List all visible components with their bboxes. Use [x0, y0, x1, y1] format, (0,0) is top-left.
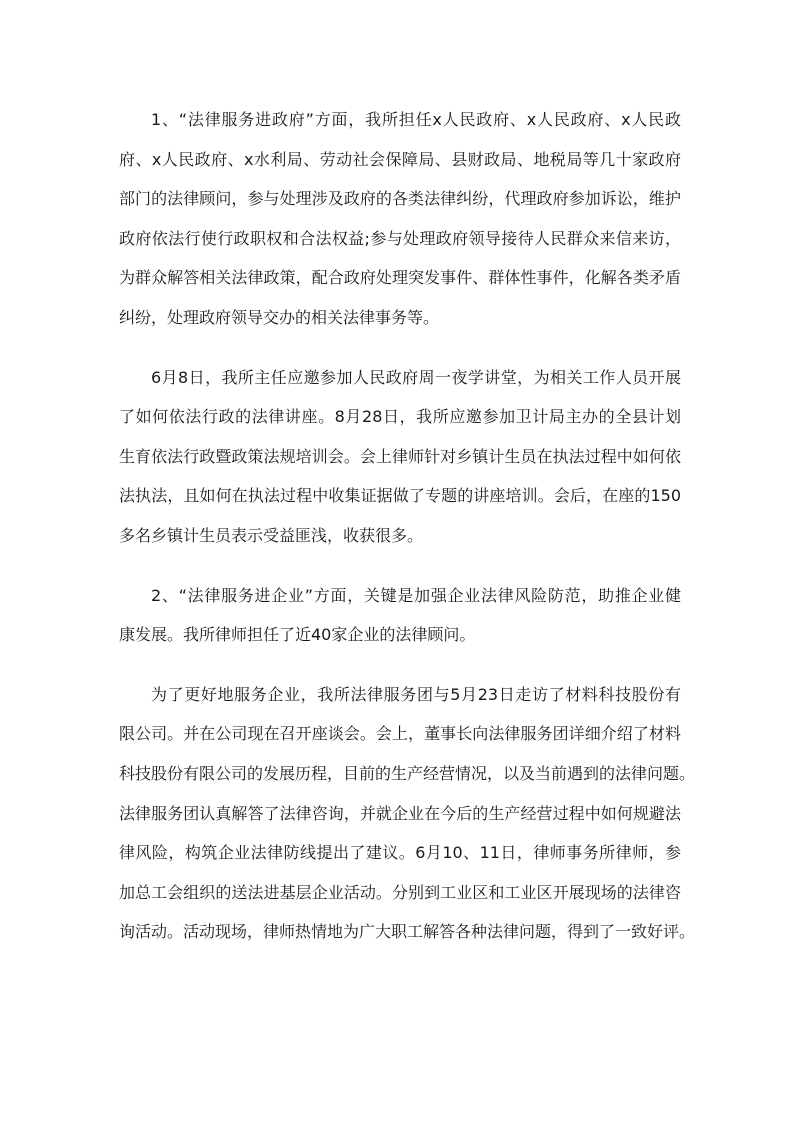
text-line: 为了更好地服务企业，我所法律服务团与5月23日走访了材料科技股份有 — [151, 684, 681, 704]
text-line: 律风险，构筑企业法律防线提出了建议。6月10、11日，律师事务所律师，参 — [119, 843, 681, 863]
text-line: 加总工会组织的送法进基层企业活动。分别到工业区和工业区开展现场的法律咨 — [119, 882, 681, 902]
text-line: 1、“法律服务进政府”方面，我所担任x人民政府、x人民政府、x人民政 — [151, 110, 681, 129]
paragraph-legal-lectures — [119, 358, 681, 556]
text-line: 法律服务团认真解答了法律咨询，并就企业在今后的生产经营过程中如何规避法 — [119, 803, 681, 823]
text-line: 询活动。活动现场，律师热情地为广大职工解答各种法律问题，得到了一致好评。 — [119, 922, 696, 942]
document-body — [119, 100, 696, 972]
text-line: 部门的法律顾问，参与处理涉及政府的各类法律纠纷，代理政府参加诉讼，维护 — [119, 189, 681, 209]
text-line: 法执法，且如何在执法过程中收集证据做了专题的讲座培训。会后，在座的150 — [119, 486, 681, 506]
paragraph-enterprise-visits — [119, 675, 696, 952]
text-line: 为群众解答相关法律政策，配合政府处理突发事件、群体性事件，化解各类矛盾 — [119, 268, 681, 288]
text-line: 生育依法行政暨政策法规培训会。会上律师针对乡镇计生员在执法过程中如何依 — [119, 446, 681, 466]
text-line: 府、x人民政府、x水利局、劳动社会保障局、县财政局、地税局等几十家政府 — [119, 149, 681, 169]
text-line: 科技股份有限公司的发展历程，目前的生产经营情况，以及当前遇到的法律问题。 — [119, 763, 696, 783]
text-line: 康发展。我所律师担任了近40家企业的法律顾问。 — [119, 625, 476, 645]
text-line: 了如何依法行政的法律讲座。8月28日，我所应邀参加卫计局主办的全县计划 — [119, 407, 681, 427]
paragraph-government-service — [119, 100, 681, 338]
text-line: 限公司。并在公司现在召开座谈会。会上，董事长向法律服务团详细介绍了材料 — [119, 724, 681, 744]
text-line: 纠纷，处理政府领导交办的相关法律事务等。 — [119, 307, 440, 327]
text-line: 多名乡镇计生员表示受益匪浅，收获很多。 — [119, 525, 424, 545]
text-line: 6月8日，我所主任应邀参加人民政府周一夜学讲堂，为相关工作人员开展 — [151, 367, 681, 387]
text-line: 政府依法行使行政职权和合法权益;参与处理政府领导接待人民群众来信来访， — [119, 228, 681, 248]
text-line: 2、“法律服务进企业”方面，关键是加强企业法律风险防范，助推企业健 — [151, 585, 681, 605]
paragraph-enterprise-service — [119, 576, 681, 655]
